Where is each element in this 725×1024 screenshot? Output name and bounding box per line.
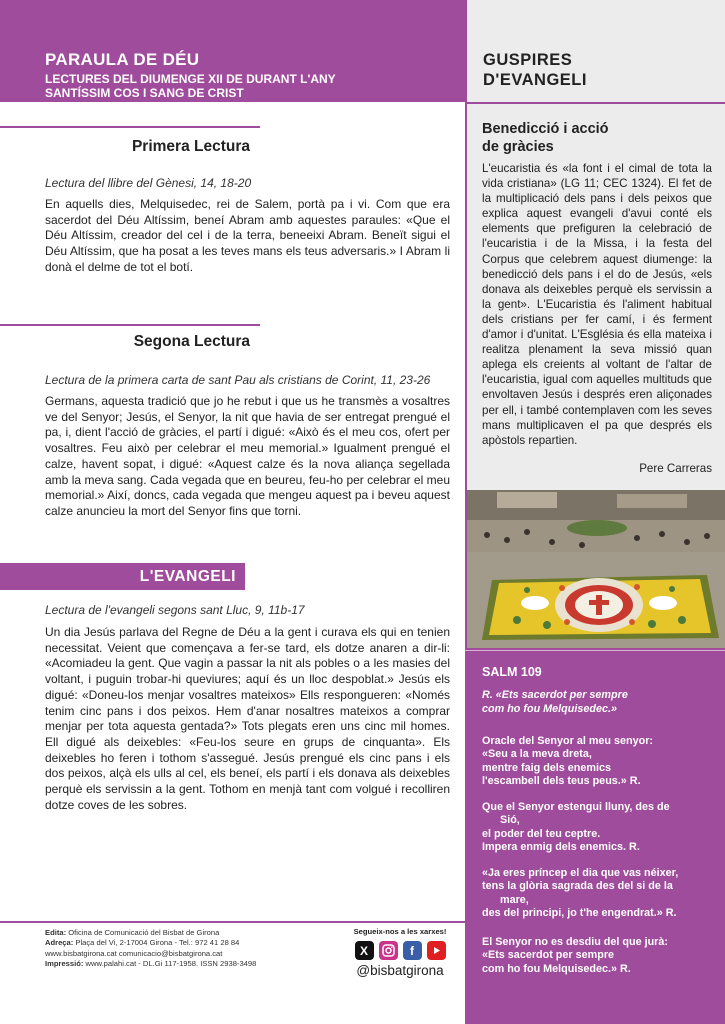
x-icon[interactable]: X [355,941,374,960]
guspires-heading-2: D'EVANGELI [483,71,587,89]
verse-line: Sió, [482,814,520,827]
edita-label: Edita: [45,928,67,937]
social-label: Segueix-nos a les xarxes! [353,927,447,936]
guspires-body: L'eucaristia és «la font i el cimal de tota la vida cristiana» (LG 11; CEC 1324). El fet de la multiplicació dels pans i dels peixos que explica aquest evangeli d'avui conté els elements que prefiguren la celebració de l'eucaristia i de la Missa, i la festa del Corpus que celebrem aquest diumenge: la benedicció dels pans i el do de Jesús, «els donava als deixebles perquè els servissin a la gent». L'Eucaristia és l'aliment habitual dels cristians per fer camí, i és ferment d'amor i d'unitat. L'Església és ella mateixa i realitza plenament la seva missió quan aplega els creients al voltant de l'altar de l'eucaristia, igual com aquelles multituds que envoltaven Jesús i després eren aliçonades per ell, i també contemplaven com les seves mans multiplicaven el pa que després els apòstols repartien. [482,162,712,447]
verse-line: El Senyor no es desdiu del que jurà: [482,936,668,948]
evangeli-title: L'EVANGELI [0,563,245,590]
guspires-title-line-1: Benedicció i acció [482,121,609,137]
edita-text: Oficina de Comunicació del Bisbat de Girona [68,928,220,937]
verse-line: l'escambell dels teus peus.» R. [482,775,641,788]
verse-line: Impera enmig dels enemics. R. [482,841,640,854]
page-subtitle-1: LECTURES DEL DIUMENGE XII DE DURANT L'ANY [45,72,336,86]
verse-line: Que el Senyor estengui lluny, des de [482,801,670,813]
impressio-label: Impressió: [45,958,84,968]
verse-line: tens la glòria sagrada des del si de la [482,880,673,893]
segona-lectura-title: Segona Lectura [133,333,250,350]
salm-response-line-2: com ho fou Melquisedec.» [482,703,617,716]
verse-line: mentre faig dels enemics [482,761,612,774]
salm-stanza-4 [482,936,717,976]
verse-line: el poder del teu ceptre. [482,827,601,840]
verse-line: «Ja eres príncep el dia que vas néixer, [482,867,679,879]
corpus-flower-carpet-photo [465,490,725,648]
segona-lectura-body: Germans, aquesta tradició que jo he rebut i que us he transmès a vosaltres ve del Senyor; Jesús, el Senyor, la nit que havia de ser entregat prengué el pa, i, dient l'acció de gràcies, el partí i digué: «Això és el meu cos, ofert per vosaltres. Feu això per celebrar el meu memorial.» Igualment prengué el calze, havent sopat, i digué: «Aquest calze és la nova aliança segellada amb la meva sang. Cada vegada que en beureu, feu-ho per celebrar el meu memorial.» Així, doncs, cada vegada que mengeu aquest pa i beveu aquest calze anuncieu la mort del Senyor fins que torni. [45,394,450,518]
guspires-title-line-2: de gràcies [482,139,554,155]
primera-lectura-body: En aquells dies, Melquisedec, rei de Salem, portà pa i vi. Com que era sacerdot del Déu Altíssim, beneí Abram amb aquestes paraules: «Que el Déu Altíssim, creador del cel i de la terra, beneeixi Abram. Beneït sigui el Déu Altíssim, que ha posat a les teves mans els teus adversaris.» I Abram li donà el delme de tot el botí. [45,197,450,274]
salm-divider [465,650,725,651]
footer-divider [0,921,465,923]
verse-line: «Seu a la meva dreta, [482,748,592,761]
guspires-title [482,120,712,156]
verse-line: Oracle del Senyor al meu senyor: [482,735,654,747]
salm-stanza-3 [482,867,717,921]
primera-lectura-ref: Lectura del llibre del Gènesi, 14, 18-20 [45,176,252,190]
divider [0,324,260,326]
instagram-icon[interactable] [379,941,398,960]
youtube-icon[interactable] [427,941,446,960]
guspires-divider [465,102,725,104]
primera-lectura-title: Primera Lectura [131,138,250,155]
salm-stanza-2 [482,801,717,855]
social-handle[interactable]: @bisbatgirona [356,963,444,978]
footer-web[interactable]: www.bisbatgirona.cat comunicacio@bisbatgirona.cat [45,948,223,958]
verse-line: des del principi, jo t'he engendrat.» R. [482,907,677,920]
divider [0,126,260,128]
header-right [465,0,725,102]
social-block [345,927,455,978]
evangeli-ref: Lectura de l'evangeli segons sant Lluc, 9, 11b-17 [45,603,305,617]
page-subtitle-2: SANTÍSSIM COS I SANG DE CRIST [45,86,244,100]
page-title: PARAULA DE DÉU [45,50,200,69]
facebook-icon[interactable]: f [403,941,422,960]
verse-line: «Ets sacerdot per sempre [482,949,615,962]
segona-lectura-ref: Lectura de la primera carta de sant Pau als cristians de Corint, 11, 23-26 [45,373,431,387]
adreca-label: Adreça: [45,938,74,948]
salm-stanza-1 [482,735,717,789]
guspires-author: Pere Carreras [639,462,712,475]
impressio-text: www.palahi.cat - DL.Gi 117-1958. ISSN 2938-3498 [85,958,257,968]
salm-response [482,688,712,717]
verse-line: mare, [482,893,529,906]
salm-response-line-1: R. «Ets sacerdot per sempre [482,689,628,701]
verse-line: com ho fou Melquisedec.» R. [482,962,631,975]
header-left [0,0,465,102]
adreca-text: Plaça del Vi, 2-17004 Girona - Tel.: 972 41 28 84 [75,938,240,948]
footer-info [45,928,335,969]
evangeli-body: Un dia Jesús parlava del Regne de Déu a la gent i curava els qui en tenien necessitat. Veient que començava a fer-se tard, els dotze anaren a dir-li: «Acomiadeu la gent. Que vagin a passar la nit als pobles o a les masies del voltant, i puguin trobar-hi queviures; aquí és un lloc despoblat.» Jesús els digué: «Doneu-los menjar vosaltres mateixos» Ells respongueren: «Només tenim cinc pans i dos peixos. Hem d'anar nosaltres mateixos a comprar menjar per tota aquesta gentada?» Tots plegats eren uns cinc mil homes. Ell digué als deixebles: «Feu-los seure en grups de cinquanta». Els deixebles ho feren i tothom s'assegué. Jesús prengué els cinc pans i els dos peixos, alçà els ulls al cel, els beneí, els partí i els donava als deixebles perquè els servissin a la gent. Tothom en menjà tant com volgué i recolliren dotze coves de les sobres. [45,625,450,812]
guspires-heading-1: GUSPIRES [483,51,573,69]
salm-title: SALM 109 [482,665,542,679]
